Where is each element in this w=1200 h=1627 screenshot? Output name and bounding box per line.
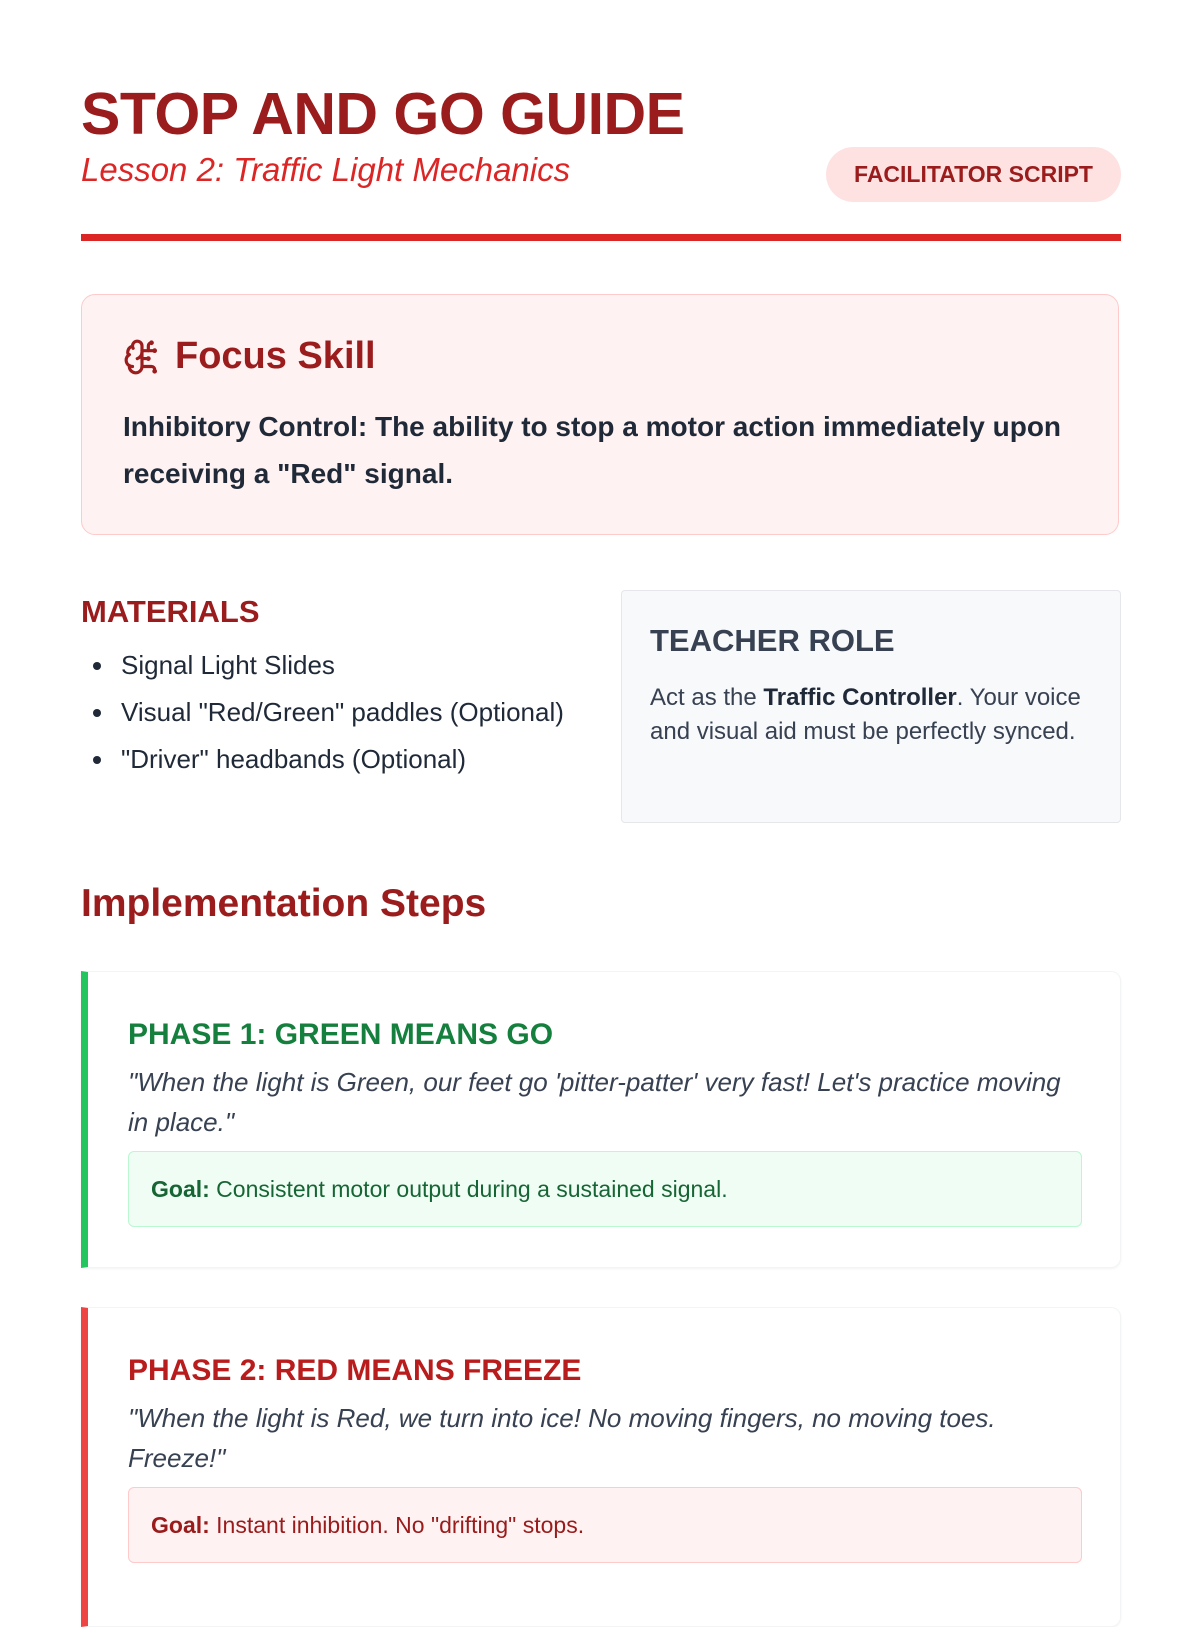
implementation-heading: Implementation Steps bbox=[81, 882, 487, 925]
material-label: Signal Light Slides bbox=[121, 650, 335, 680]
focus-skill-heading bbox=[123, 335, 376, 378]
focus-skill-description: Inhibitory Control: The ability to stop a motor action immediately upon receiving a "Red" signal. bbox=[123, 411, 1062, 489]
phase-title: PHASE 2: RED MEANS FREEZE bbox=[128, 1354, 582, 1387]
focus-skill-card bbox=[81, 294, 1119, 535]
role-text-before: Act as the bbox=[650, 684, 764, 711]
brain-icon bbox=[123, 337, 161, 377]
list-item bbox=[81, 739, 581, 779]
role-text-emphasis: Traffic Controller bbox=[763, 684, 957, 711]
materials-section bbox=[81, 593, 581, 786]
page-header bbox=[81, 0, 1121, 243]
goal-text: Consistent motor output during a sustained signal. bbox=[209, 1176, 728, 1202]
goal-text: Instant inhibition. No "drifting" stops. bbox=[209, 1512, 585, 1538]
materials-heading: MATERIALS bbox=[81, 594, 260, 629]
phase-card-red bbox=[81, 1307, 1121, 1627]
focus-skill-title: Focus Skill bbox=[175, 335, 376, 377]
lesson-subtitle: Lesson 2: Traffic Light Mechanics bbox=[81, 151, 571, 188]
bullet-icon bbox=[93, 662, 101, 670]
materials-list bbox=[81, 645, 581, 779]
list-item bbox=[81, 645, 581, 685]
phase-goal-box bbox=[128, 1151, 1082, 1227]
phase-script-quote: "When the light is Red, we turn into ice! No moving fingers, no moving toes. Freeze!" bbox=[128, 1403, 996, 1473]
list-item bbox=[81, 692, 581, 732]
header-divider bbox=[81, 234, 1121, 241]
phase-card-green bbox=[81, 971, 1121, 1268]
material-label: "Driver" headbands (Optional) bbox=[121, 744, 467, 774]
goal-label: Goal: bbox=[151, 1512, 210, 1538]
phase-title: PHASE 1: GREEN MEANS GO bbox=[128, 1018, 554, 1051]
page-title: STOP AND GO GUIDE bbox=[81, 81, 685, 147]
phase-goal-box bbox=[128, 1487, 1082, 1563]
bullet-icon bbox=[93, 709, 101, 717]
bullet-icon bbox=[93, 756, 101, 764]
teacher-role-heading: TEACHER ROLE bbox=[650, 623, 895, 658]
teacher-role-description bbox=[650, 681, 1100, 749]
teacher-role-card bbox=[621, 590, 1121, 823]
lesson-guide-page bbox=[81, 0, 1121, 1538]
material-label: Visual "Red/Green" paddles (Optional) bbox=[121, 697, 564, 727]
phase-script-quote: "When the light is Green, our feet go 'pitter-patter' very fast! Let's practice moving in place." bbox=[128, 1067, 1061, 1137]
role-text-after: . Your voice and visual aid must be perfectly synced. bbox=[650, 684, 1081, 745]
facilitator-script-badge: FACILITATOR SCRIPT bbox=[826, 147, 1121, 202]
goal-label: Goal: bbox=[151, 1176, 210, 1202]
